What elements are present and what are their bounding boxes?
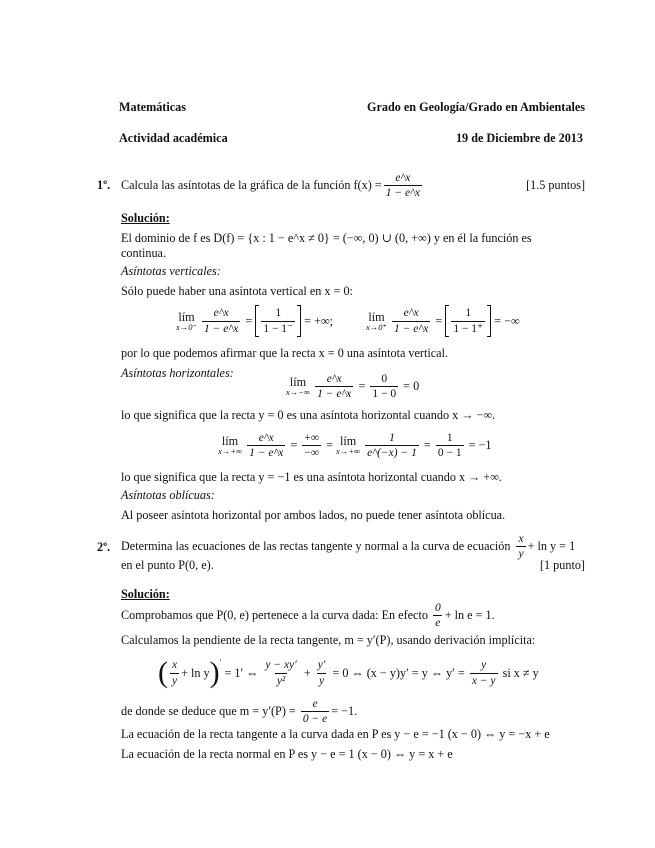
horizontal-text-2: lo que significa que la recta y = −1 es una asíntota horizontal cuando x → +∞. [121,470,502,484]
problem-1-text: Calcula las asíntotas de la gráfica de la función f(x) = [121,178,382,193]
problem-2-number: 2º. [97,540,111,554]
limit-left: lím x→0⁻ $\frac{e\^{}x}{1 - e\^{}x}$ = $\frac{1}{1 - 1^-}$ = +∞; [176,305,333,337]
vertical-asymptotes-heading: Asíntotas verticales: [121,264,221,278]
tangent-line-equation: La ecuación de la recta tangente a la curva dada en P es y − e = −1 (x − 0) ⇔ y = −x + e [121,727,550,741]
function-fraction: $\frac{e\^{}x}{1 - e\^{}x}$ [385,172,421,200]
oblique-asymptotes-heading: Asíntotas oblícuas: [121,488,215,502]
course-name: Matemáticas [119,100,187,114]
horizontal-asymptotes-heading: Asíntotas horizontales: [121,366,234,380]
horizontal-text-1: lo que significa que la recta y = 0 es una asíntota horizontal cuando x → −∞. [121,408,496,422]
problem-1-statement [121,172,424,199]
slope-result: de donde se deduce que m = y′(P) = $\frac{e}{0 - e}$ = −1. [121,698,358,726]
lim-operator: lím x→0⁻ [176,309,198,332]
problem-1-number: 1º. [97,178,111,192]
problem-2-point: en el punto P(0, e). [121,558,214,572]
activity-name: Actividad académica [119,131,228,145]
limit-plus-infinity: lím x→+∞ $\frac{e\^{}x}{1 - e\^{}x}$ = $\frac{+\infty}{-\infty}$ = lím x→+∞ $\frac{1}{e\^{}(-x) - 1}$ = $\frac{1}{0 - 1}$ = −1 [218,432,492,460]
problem-1-solution-label: Solución: [121,211,170,225]
degree-name: Grado en Geología/Grado en Ambientales [366,100,585,114]
problem-2-statement: Determina las ecuaciones de las rectas tangente y normal a la curva de ecuación $\frac{x}{y}$ + ln y = 1 [121,533,576,561]
lim-operator: lím x→0⁺ [366,309,388,332]
problem-1-points: [1.5 puntos] [526,178,585,192]
problem-2-points: [1 punto] [539,558,585,572]
limit-minus-infinity: lím x→−∞ $\frac{e\^{}x}{1 - e\^{}x}$ = $\frac{0}{1 - 0}$ = 0 [286,373,420,401]
domain-line-1: El dominio de f es D(f) = {x : 1 − e^x ≠ 0} = (−∞, 0) ∪ (0, +∞) y en él la función es [121,231,532,245]
domain-line-2: continua. [121,246,167,260]
oblique-asymptotes-text: Al poseer asíntota horizontal por ambos lados, no puede tener asíntota oblícua. [121,508,506,522]
normal-line-equation: La ecuación de la recta normal en P es y − e = 1 (x − 0) ⇔ y = x + e [121,747,453,761]
exam-date: 19 de Diciembre de 2013 [455,131,583,145]
check-point-line: Comprobamos que P(0, e) pertenece a la curva dada: En efecto $\frac{0}{e}$ + ln e = 1. [121,602,495,630]
vertical-asymptotes-text: Sólo puede haber una asíntota vertical en x = 0: [121,284,353,298]
slope-text: Calculamos la pendiente de la recta tangente, m = y′(P), usando derivación implícita: [121,633,536,647]
vertical-conclusion: por lo que podemos afirmar que la recta x = 0 una asíntota vertical. [121,346,449,360]
limit-right: lím x→0⁺ $\frac{e\^{}x}{1 - e\^{}x}$ = $\frac{1}{1 - 1^+}$ = −∞ [366,305,520,337]
implicit-derivative: ( $\frac{x}{y}$ + ln y ) ′ = 1′ ⇔ $\frac{y - xy'}{\text{y²}}$ + $\frac{y'}{y}$ = 0 ⇔ (x − y)y′ = y ⇔ y′ = $\frac{y}{x - y}$ si x ≠ y [158,656,539,689]
problem-2-solution-label: Solución: [121,587,170,601]
